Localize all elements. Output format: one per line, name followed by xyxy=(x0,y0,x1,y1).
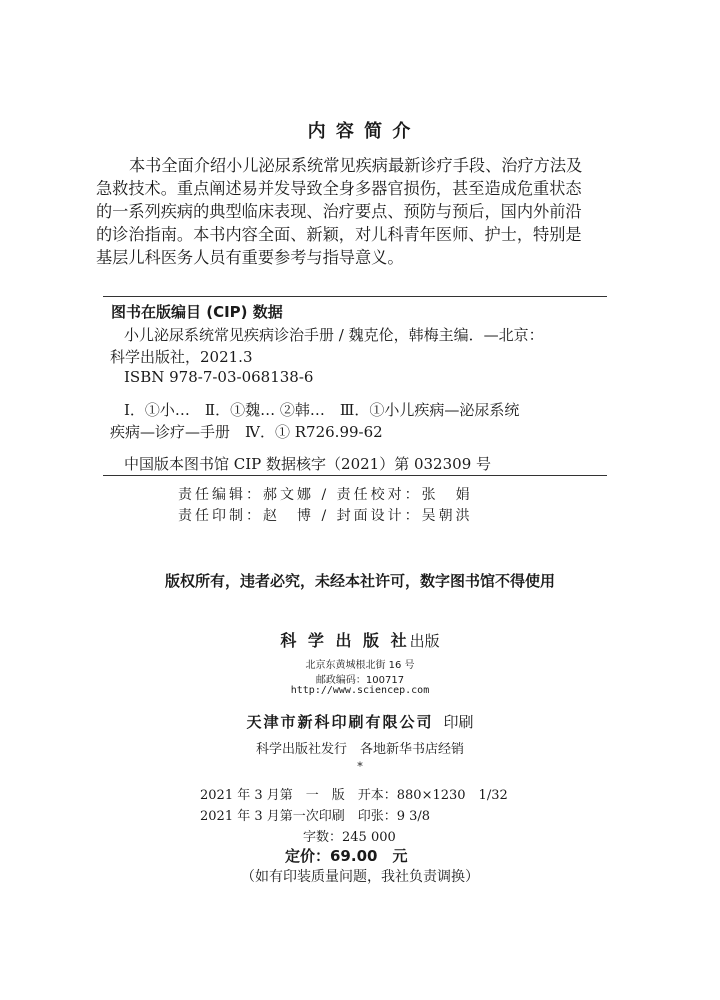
copyright-notice: 版权所有，违者必究，未经本社许可，数字图书馆不得使用 xyxy=(164,572,555,590)
publisher-address: 北京东黄城根北街 16 号 xyxy=(305,660,415,671)
publisher-line xyxy=(0,628,720,651)
summary-line: 急救技术。重点阐述易并发导致全身多器官损伤，甚至造成危重状态 xyxy=(96,179,582,198)
cip-title: 图书在版编目 (CIP) 数据 xyxy=(111,303,283,321)
printer-line xyxy=(0,711,720,732)
summary-line: 基层儿科医务人员有重要参考与指导意义。 xyxy=(96,248,404,267)
printer-name: 天津市新科印刷有限公司 xyxy=(246,713,434,731)
credits-line1: 责任编辑：郝文娜 / 责任校对：张 娟 xyxy=(178,487,473,503)
summary-heading: 内 容 简 介 xyxy=(307,121,413,142)
summary-line: 本书全面介绍小儿泌尿系统常见疾病最新诊疗手段、治疗方法及 xyxy=(129,156,583,175)
cip-class-line2: 疾病—诊疗—手册 Ⅳ．① R726.99-62 xyxy=(110,423,383,441)
cip-class-line1: Ⅰ．①小… Ⅱ．①魏… ②韩… Ⅲ．①小儿疾病—泌尿系统 xyxy=(124,401,520,419)
edition-line1: 2021 年 3 月第 一 版 开本：880×1230 1/32 xyxy=(200,788,508,803)
edition-line2: 2021 年 3 月第一次印刷 印张：9 3/8 xyxy=(200,809,431,824)
cip-top-rule xyxy=(103,296,607,297)
cip-entry-line2: 科学出版社，2021.3 xyxy=(110,348,253,366)
summary-line: 的一系列疾病的典型临床表现、治疗要点、预防与预后，国内外前沿 xyxy=(96,202,582,221)
credits-line2: 责任印制：赵 博 / 封面设计：吴朝洪 xyxy=(178,508,473,524)
summary-line: 的诊治指南。本书内容全面、新颖，对儿科青年医师、护士，特别是 xyxy=(96,225,582,244)
printer-suffix: 印刷 xyxy=(443,713,474,731)
cip-cataloging-number: 中国版本图书馆 CIP 数据核字（2021）第 032309 号 xyxy=(124,455,492,473)
distribution-line: 科学出版社发行 各地新华书店经销 xyxy=(255,742,464,757)
return-notice: （如有印装质量问题，我社负责调换） xyxy=(241,869,479,885)
separator-star: * xyxy=(357,760,363,773)
publisher-url: http://www.sciencep.com xyxy=(290,685,430,696)
publisher-name: 科 学 出 版 社 xyxy=(280,631,410,650)
cip-bottom-rule xyxy=(103,475,607,476)
publisher-suffix: 出版 xyxy=(409,632,440,650)
cip-isbn: ISBN 978-7-03-068138-6 xyxy=(124,368,314,386)
price: 定价：69.00 元 xyxy=(285,847,408,865)
word-count: 字数：245 000 xyxy=(303,830,396,845)
publisher-postcode: 邮政编码：100717 xyxy=(315,675,405,686)
cip-entry-line1: 小儿泌尿系统常见疾病诊治手册 / 魏克伦，韩梅主编．—北京： xyxy=(124,326,544,344)
